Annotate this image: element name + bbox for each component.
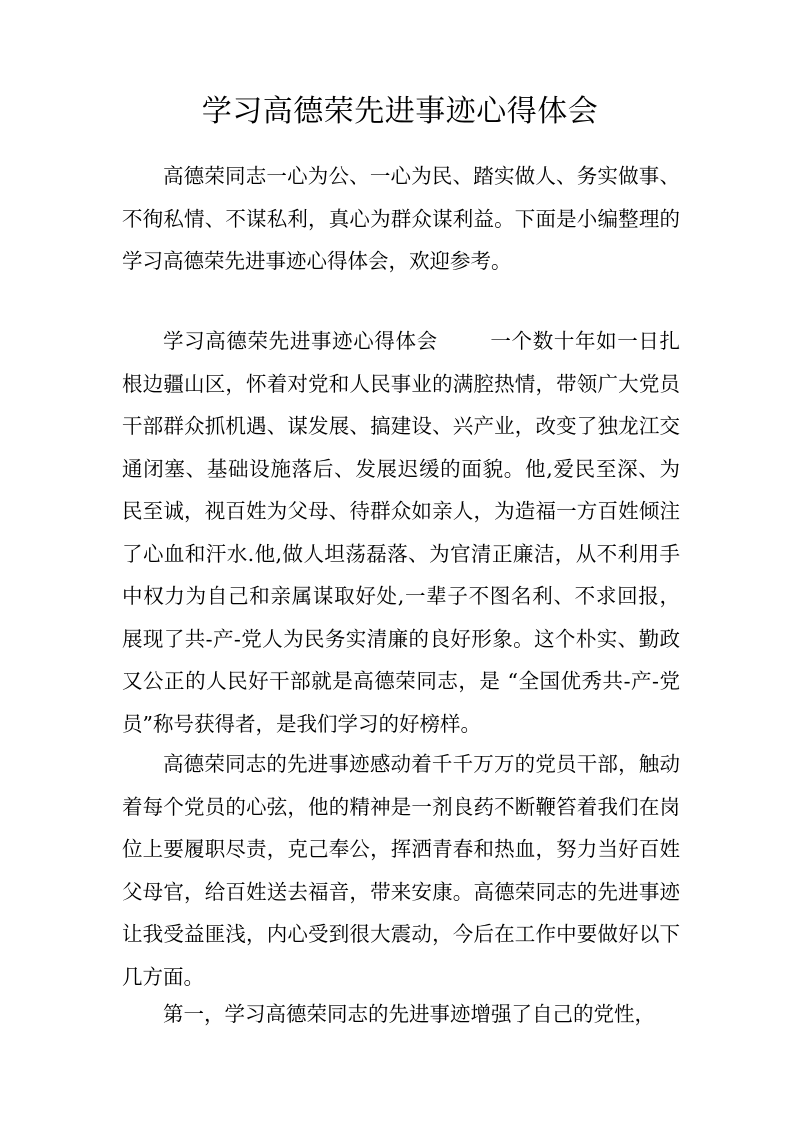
body-paragraph-2: [122, 743, 680, 998]
paragraph-text: 第一，学习高德荣同志的先进事迹增强了自己的党性，: [163, 1002, 655, 1026]
paragraph-text: 高德荣同志一心为公、一心为民、踏实做人、务实做事、不徇私情、不谋私利，真心为群众谋利益。下面是小编整理的学习高德荣先进事迹心得体会，欢迎参考。: [122, 164, 680, 273]
intro-paragraph: [122, 155, 680, 283]
paragraph-text: 高德荣同志的先进事迹感动着千千万万的党员干部，触动着每个党员的心弦，他的精神是一剂良药不断鞭笞着我们在岗位上要履职尽责，克己奉公，挥洒青春和热血，努力当好百姓父母官，给百姓送去福音，带来安康。高德荣同志的先进事迹让我受益匪浅，内心受到很大震动，今后在工作中要做好以下几方面。: [122, 752, 680, 989]
body-paragraph-1: [122, 320, 680, 745]
paragraph-text: 一个数十年如一日扎根边疆山区，怀着对党和人民事业的满腔热情，带领广大党员干部群众抓机遇、谋发展、搞建设、兴产业，改变了独龙江交通闭塞、基础设施落后、发展迟缓的面貌。他,爱民至深、为民至诚，视百姓为父母、待群众如亲人，为造福一方百姓倾注了心血和汗水.他,做人坦荡磊落、为官清正廉洁，从不利用手中权力为自己和亲属谋取好处,一辈子不图名利、不求回报，展现了共-产-党人为民务实清廉的良好形象。这个朴实、勤政又公正的人民好干部就是高德荣同志，是 “全国优秀共-产-党员”称号获得者，是我们学习的好榜样。: [122, 329, 681, 736]
document-title: 学习高德荣先进事迹心得体会: [201, 94, 599, 129]
section-heading: 学习高德荣先进事迹心得体会: [163, 329, 438, 353]
body-paragraph-3: [122, 993, 680, 1036]
